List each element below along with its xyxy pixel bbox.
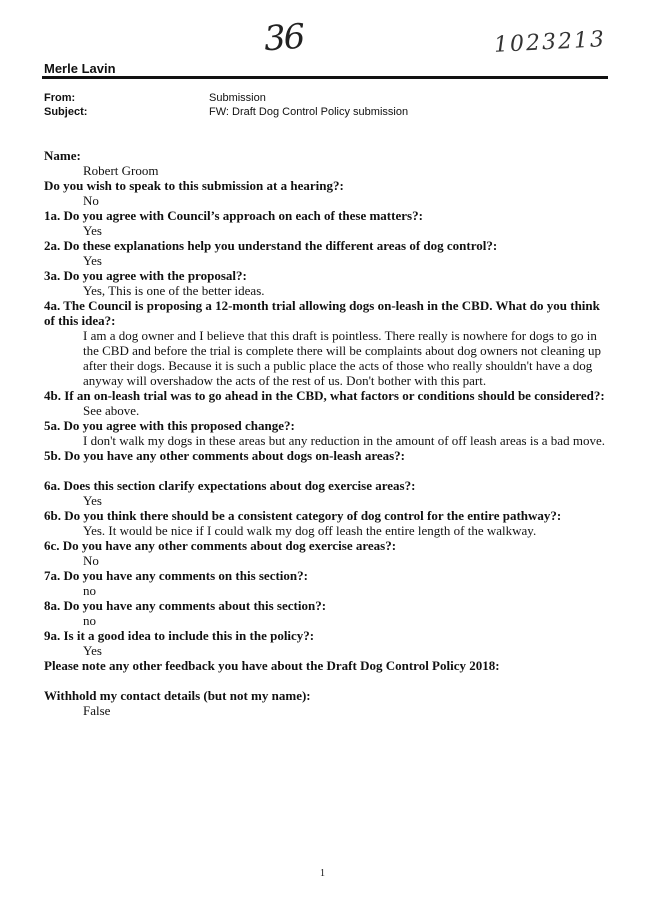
answer-7a: no [83,583,96,598]
question-8a: 8a. Do you have any comments about this section?: [44,598,327,613]
subject-label: Subject: [44,106,88,118]
question-1a: 1a. Do you agree with Council’s approach on each of these matters?: [44,208,423,223]
answer-4a: I am a dog owner and I believe that this draft is pointless. There really is nowhere for dogs to go in the CBD and before the trial is complete there will be complaints about dog owners not cleaning up after their dogs. Because it is such a public place the acts of those who really shouldn't have a dog anyway will overshadow the acts of the rest of us. Don't bother with this part. [83,328,602,388]
answer-6c: No [83,553,99,568]
page-number: 1 [320,868,325,879]
question-6c: 6c. Do you have any other comments about dog exercise areas?: [44,538,397,553]
question-2a: 2a. Do these explanations help you understand the different areas of dog control?: [44,238,498,253]
question-6a: 6a. Does this section clarify expectations about dog exercise areas?: [44,478,416,493]
answer-withhold-details: False [83,703,111,718]
from-label: From: [44,92,76,104]
question-5b: 5b. Do you have any other comments about dogs on-leash areas?: [44,448,406,463]
answer-6b: Yes. It would be nice if I could walk my dog off leash the entire length of the walkway. [83,523,537,538]
handwritten-page-number: 36 [262,16,305,60]
answer-4b: See above. [83,403,140,418]
empty-answer-feedback [44,673,610,688]
answer-5a: I don't walk my dogs in these areas but any reduction in the amount of off leash areas is a bad move. [83,433,605,448]
answer-name: Robert Groom [83,163,159,178]
question-4a: 4a. The Council is proposing a 12-month trial allowing dogs on-leash in the CBD. What do you think of this idea?: [44,298,600,328]
question-4b: 4b. If an on-leash trial was to go ahead in the CBD, what factors or conditions should be considered?: [44,388,605,403]
header-divider [42,76,608,79]
answer-8a: no [83,613,96,628]
email-author: Merle Lavin [44,61,116,76]
question-7a: 7a. Do you have any comments on this section?: [44,568,308,583]
question-3a: 3a. Do you agree with the proposal?: [44,268,247,283]
question-9a: 9a. Is it a good idea to include this in the policy?: [44,628,315,643]
question-hearing: Do you wish to speak to this submission at a hearing?: [44,178,344,193]
handwritten-reference-number: 1023213 [493,27,607,58]
answer-1a: Yes [83,223,102,238]
answer-9a: Yes [83,643,102,658]
question-6b: 6b. Do you think there should be a consistent category of dog control for the entire pathway?: [44,508,562,523]
subject-value: FW: Draft Dog Control Policy submission [209,106,409,118]
from-value: Submission [209,92,266,104]
answer-2a: Yes [83,253,102,268]
question-withhold-details: Withhold my contact details (but not my name): [44,688,311,703]
answer-3a: Yes, This is one of the better ideas. [83,283,265,298]
submission-form [44,148,610,718]
question-5a: 5a. Do you agree with this proposed change?: [44,418,295,433]
empty-answer-5b [44,463,610,478]
answer-hearing: No [83,193,99,208]
question-name: Name: [44,148,81,163]
answer-6a: Yes [83,493,102,508]
question-other-feedback: Please note any other feedback you have about the Draft Dog Control Policy 2018: [44,658,500,673]
